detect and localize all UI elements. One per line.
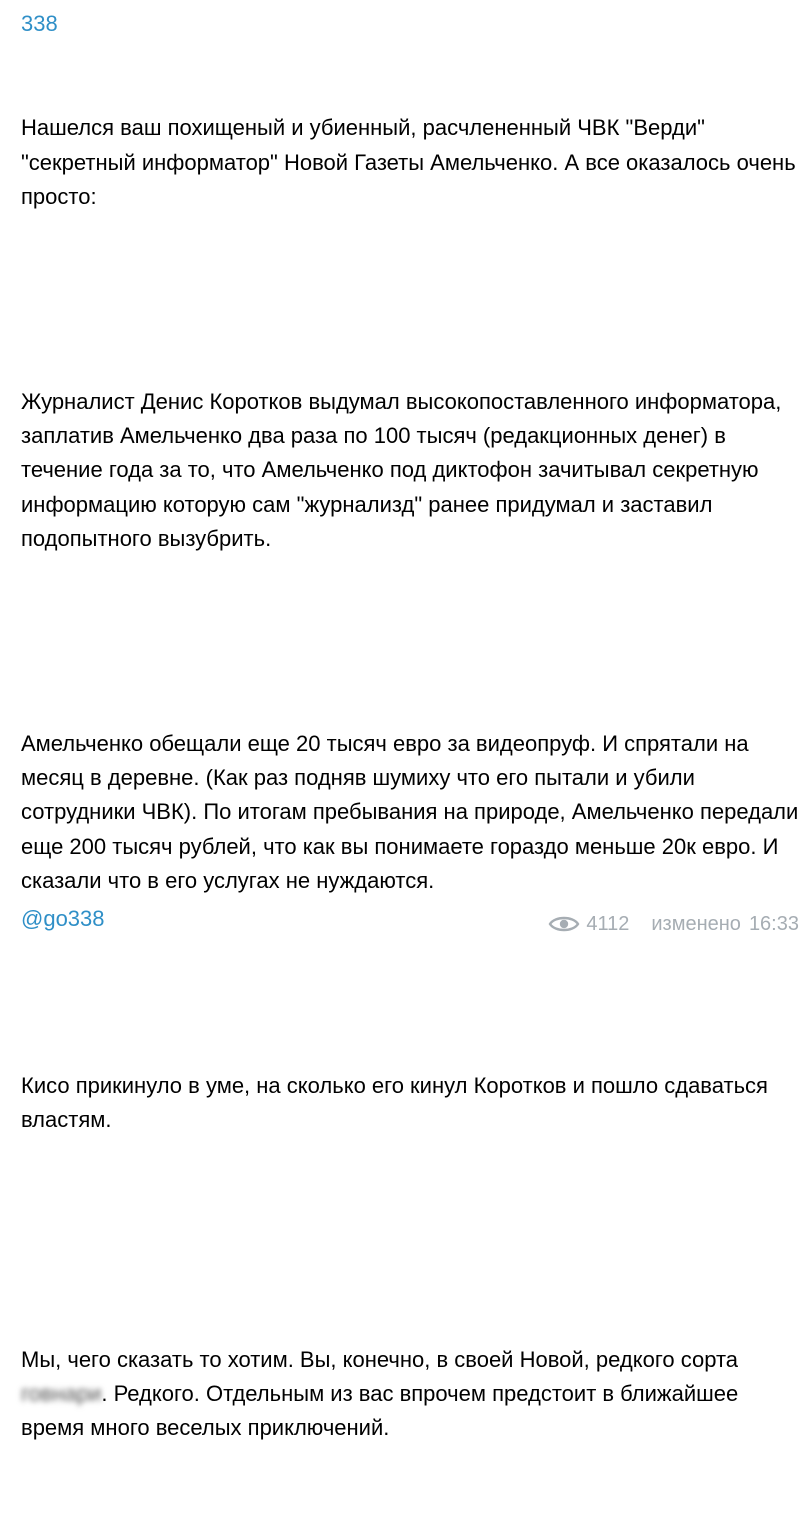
channel-link[interactable]: @go338 <box>21 906 105 931</box>
paragraph-5-end: . Редкого. Отдельным из вас впрочем предстоит в ближайшее время много веселых приключений. <box>21 1380 745 1441</box>
channel-name[interactable]: 338 <box>21 11 58 36</box>
paragraph-2: Журналист Денис Коротков выдумал высокопоставленного информатора, заплатив Амельченко два раза по 100 тысяч (редакционных денег) в течение года за то, что Амельченко под диктофон зачитывал секретную информацию которую сам "журнализд" ранее придумал и заставил подопытного вызубрить. <box>21 389 788 551</box>
view-count: 4112 <box>586 913 630 935</box>
paragraph-5-start: Мы, чего сказать то хотим. Вы, конечно, в своей Новой, редкого сорта <box>21 1346 745 1372</box>
message-text <box>21 43 805 1514</box>
edited-label: изменено <box>651 913 741 935</box>
paragraph-4: Кисо прикинуло в уме, на сколько его кинул Коротков и пошло сдаваться властям. <box>21 1073 775 1133</box>
censored-word: говнари <box>21 1380 102 1406</box>
paragraph-3: Амельченко обещали еще 20 тысяч евро за видеопруф. И спрятали на месяц в деревне. (Как раз подняв шумиху что его пытали и убили сотрудники ЧВК). По итогам пребывания на природе, Амельченко передали еще 200 тысяч рублей, что как вы понимаете гораздо меньше 20к евро. И сказали что в его услугах не нуждаются. <box>21 731 805 893</box>
eye-icon <box>548 914 580 934</box>
message-time: 16:33 <box>748 913 799 935</box>
paragraph-5 <box>21 1343 801 1446</box>
message-meta <box>548 912 799 936</box>
paragraph-1: Нашелся ваш похищеный и убиенный, расчлененный ЧВК "Верди" "секретный информатор" Новой Газеты Амельченко. А все оказалось очень просто: <box>21 115 802 209</box>
